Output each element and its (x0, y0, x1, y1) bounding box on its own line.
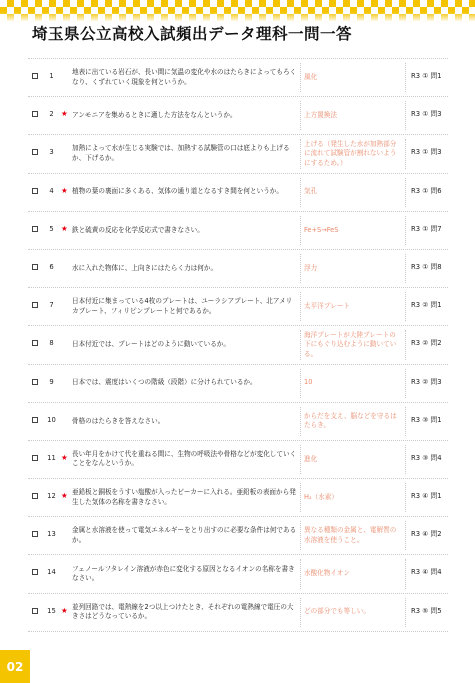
question-number: 8 (49, 339, 54, 348)
star-icon: ★ (61, 223, 68, 233)
column-divider (405, 101, 406, 130)
answer-text: 水酸化物イオン (304, 569, 350, 578)
table-row (28, 555, 448, 593)
question-text: 加熱によって水が生じる実験では、加熱する試験管の口は底よりも上げるか、下げるか。 (72, 144, 290, 162)
column-divider (405, 139, 406, 168)
star-icon: ★ (61, 605, 68, 615)
question-number: 13 (47, 530, 56, 539)
table-row (28, 441, 448, 479)
checkbox[interactable] (32, 149, 38, 155)
column-divider (300, 178, 301, 207)
checkbox[interactable] (32, 73, 38, 79)
column-divider (300, 254, 301, 283)
question-text: 亜鉛板と銅板をうすい塩酸が入ったビーカーに入れる。亜鉛板の表面から発生した気体の名称を書きなさい。 (72, 488, 296, 506)
column-divider (300, 559, 301, 588)
checkbox[interactable] (32, 455, 38, 461)
checkbox[interactable] (32, 569, 38, 575)
source-reference: R3 ① 問3 (411, 110, 442, 119)
answer-text: 上方置換法 (304, 111, 337, 120)
column-divider (300, 407, 301, 436)
question-number: 5 (49, 224, 54, 233)
question-number: 9 (49, 377, 54, 386)
checkbox[interactable] (32, 226, 38, 232)
question-number: 11 (47, 453, 56, 462)
table-row (28, 479, 448, 517)
column-divider (405, 598, 406, 627)
question-number: 1 (49, 72, 54, 80)
column-divider (405, 292, 406, 321)
question-text: 並列回路では、電熱線を2つ以上つけたとき、それぞれの電熱線で電圧の大きさはどうなっているか。 (72, 602, 294, 621)
question-number: 4 (49, 186, 54, 195)
answer-text: H₂（水素） (304, 492, 338, 501)
column-divider (405, 559, 406, 588)
column-divider (300, 292, 301, 321)
question-number: 6 (49, 262, 54, 271)
page-title: 埼玉県公立高校入試頻出データ理科一問一答 (32, 25, 353, 43)
checkbox[interactable] (32, 264, 38, 270)
answer-text: どの部分でも等しい。 (304, 607, 370, 616)
column-divider (300, 330, 301, 359)
source-reference: R3 ④ 問1 (411, 492, 442, 501)
table-row (28, 594, 448, 632)
source-reference: R3 ① 問6 (411, 186, 442, 195)
source-reference: R3 ② 問2 (411, 339, 442, 348)
table-row (28, 135, 448, 173)
checkbox[interactable] (32, 531, 38, 537)
column-divider (405, 521, 406, 550)
table-row (28, 97, 448, 135)
question-number: 2 (49, 110, 54, 119)
answer-text: 風化 (304, 72, 318, 81)
column-divider (405, 63, 406, 92)
question-text: 日本付近では、プレートはどのように動いているか。 (72, 340, 230, 349)
source-reference: R3 ③ 問1 (411, 415, 442, 424)
table-row (28, 58, 448, 97)
column-divider (300, 521, 301, 550)
checkbox[interactable] (32, 302, 38, 308)
question-text: アンモニアを集めるときに適した方法をなんというか。 (72, 111, 237, 120)
source-reference: R3 ① 問1 (411, 72, 442, 80)
question-number: 10 (47, 415, 56, 424)
answer-text: 浮力 (304, 263, 318, 272)
column-divider (405, 369, 406, 398)
page-number-badge: 02 (0, 650, 30, 683)
source-reference: R3 ① 問8 (411, 262, 442, 271)
question-text: 日本では、震度はいくつの階級（段階）に分けられているか。 (72, 378, 257, 387)
question-text: 骨格のはたらきを答えなさい。 (72, 416, 165, 425)
table-row (28, 403, 448, 441)
table-row (28, 212, 448, 250)
answer-text: 太平洋プレート (304, 301, 350, 310)
table-row (28, 326, 448, 364)
answer-text: 海洋プレートが大陸プレートの下にもぐり込むように動いている。 (304, 330, 397, 358)
source-reference: R3 ② 問3 (411, 377, 442, 386)
question-text: 日本付近に集まっている4枚のプレートは、ユーラシアプレート、北アメリカプレート、フィリピンプレートと何であるか。 (72, 297, 293, 315)
answer-text: 気孔 (304, 187, 318, 196)
checkbox[interactable] (32, 379, 38, 385)
answer-text: 上げる（発生した水が加熱部分に流れて試験管が割れないようにするため。） (304, 139, 397, 167)
question-table (28, 58, 448, 632)
column-divider (300, 445, 301, 474)
table-row (28, 288, 448, 326)
star-icon: ★ (61, 491, 68, 501)
question-number: 7 (49, 301, 54, 310)
answer-text: からだを支え、脳などを守るはたらき。 (304, 411, 397, 430)
question-number: 12 (47, 492, 56, 501)
checkbox[interactable] (32, 417, 38, 423)
checkbox[interactable] (32, 111, 38, 117)
column-divider (300, 63, 301, 92)
question-text: 植物の葉の裏面に多くある、気体の通り道となるすき間を何というか。 (72, 187, 283, 196)
answer-text: 10 (304, 378, 313, 387)
source-reference: R3 ④ 問2 (411, 530, 442, 539)
answer-text: 進化 (304, 454, 318, 463)
question-number: 14 (47, 568, 56, 577)
source-reference: R3 ③ 問4 (411, 453, 442, 462)
column-divider (300, 598, 301, 627)
source-reference: R3 ① 問7 (411, 224, 442, 233)
column-divider (300, 369, 301, 398)
question-text: フェノールフタレイン溶液が赤色に変化する原因となるイオンの名称を書きなさい。 (72, 564, 295, 583)
question-text: 鉄と硫黄の反応を化学反応式で書きなさい。 (72, 225, 204, 234)
table-row (28, 517, 448, 555)
column-divider (300, 139, 301, 168)
column-divider (405, 407, 406, 436)
column-divider (300, 216, 301, 245)
checkbox[interactable] (32, 493, 38, 499)
question-text: 長い年月をかけて代を重ねる間に、生物の呼吸法や骨格などが変化していくことをなんというか。 (72, 449, 297, 468)
question-number: 15 (47, 606, 56, 615)
column-divider (405, 330, 406, 359)
question-text: 金属と水溶液を使って電気エネルギーをとり出すのに必要な条件は何であるか。 (72, 526, 297, 544)
header-pattern-fade (0, 12, 475, 22)
column-divider (300, 483, 301, 512)
answer-text: Fe+S→FeS (304, 225, 339, 234)
star-icon: ★ (61, 109, 68, 119)
column-divider (300, 101, 301, 130)
source-reference: R3 ④ 問4 (411, 568, 442, 577)
source-reference: R3 ⑤ 問5 (411, 606, 442, 615)
question-text: 地表に出ている岩石が、長い間に気温の変化や水のはたらきによってもろくなり、くずれていく現象を何というか。 (72, 68, 297, 86)
column-divider (405, 254, 406, 283)
star-icon: ★ (61, 452, 68, 462)
checkbox[interactable] (32, 608, 38, 614)
star-icon: ★ (61, 185, 68, 195)
column-divider (405, 216, 406, 245)
source-reference: R3 ① 問3 (411, 148, 442, 157)
column-divider (405, 483, 406, 512)
table-row (28, 365, 448, 403)
column-divider (405, 178, 406, 207)
checkbox[interactable] (32, 340, 38, 346)
source-reference: R3 ② 問1 (411, 301, 442, 310)
question-text: 水に入れた物体に、上向きにはたらく力は何か。 (72, 263, 218, 272)
checkbox[interactable] (32, 188, 38, 194)
question-number: 3 (49, 148, 54, 157)
column-divider (405, 445, 406, 474)
table-row (28, 174, 448, 212)
table-row (28, 250, 448, 288)
answer-text: 異なる種類の金属と、電解質の水溶液を使うこと。 (304, 526, 397, 544)
